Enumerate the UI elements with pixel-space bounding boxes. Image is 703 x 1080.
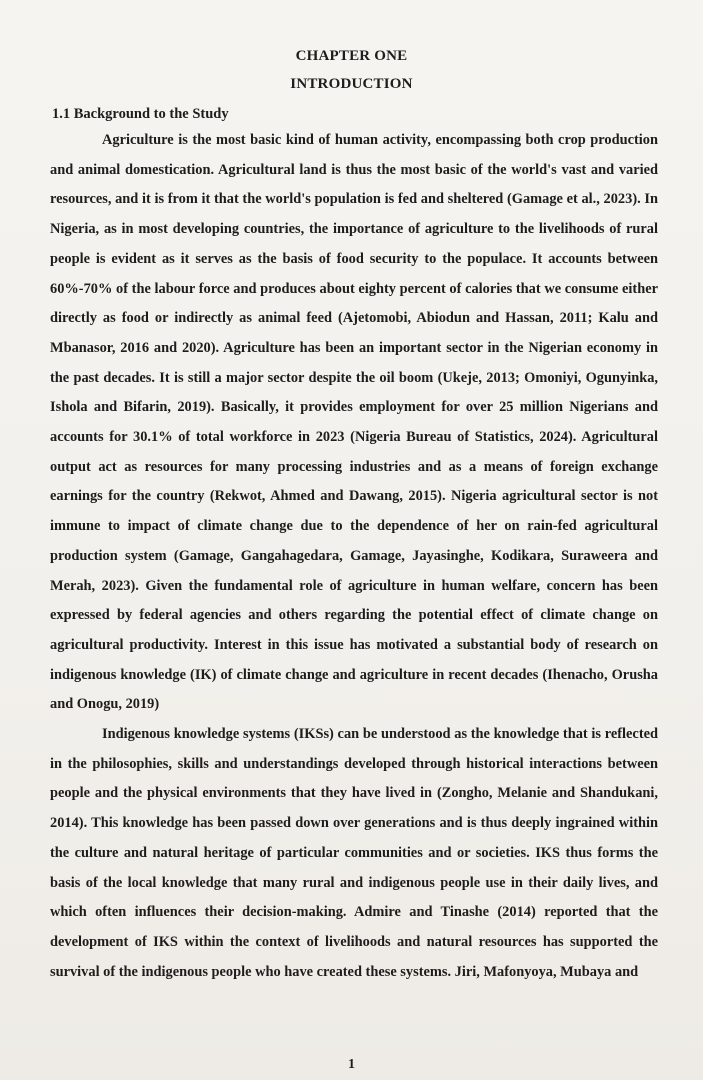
section-heading: 1.1 Background to the Study [52,106,229,122]
paragraph-indigenous-knowledge: Indigenous knowledge systems (IKSs) can be understood as the knowledge that is reflected in the philosophies, skills and understandings developed through historical interactions between people and the physical environments that they have lived in (Zongho, Melanie and Shandukani, 2014). This knowledge has been passed down over generations and is thus deeply ingrained within the culture and natural heritage of particular communities and or societies. IKS thus forms the basis of the local knowledge that many rural and indigenous people use in their daily lives, and which often influences their decision-making. Admire and Tinashe (2014) reported that the development of IKS within the context of livelihoods and natural resources has supported the survival of the indigenous people who have created these systems. Jiri, Mafonyoya, Mubaya and [50,726,658,980]
chapter-title: INTRODUCTION [290,76,413,92]
paragraph-background: Agriculture is the most basic kind of human activity, encompassing both crop production and animal domestication. Agricultural land is thus the most basic of the world's vast and varied resources, and it is from it that the world's population is fed and sheltered (Gamage et al., 2023). In Nigeria, as in most developing countries, the importance of agriculture to the livelihoods of rural people is evident as it serves as the basis of food security to the populace. It accounts between 60%-70% of the labour force and produces about eighty percent of calories that we consume either directly as food or indirectly as animal feed (Ajetomobi, Abiodun and Hassan, 2011; Kalu and Mbanasor, 2016 and 2020). Agriculture has been an important sector in the Nigerian economy in the past decades. It is still a major sector despite the oil boom (Ukeje, 2013; Omoniyi, Ogunyinka, Ishola and Bifarin, 2019). Basically, it provides employment for over 25 million Nigerians and accounts for 30.1% of total workforce in 2023 (Nigeria Bureau of Statistics, 2024). Agricultural output act as resources for many processing industries and as a means of foreign exchange earnings for the country (Rekwot, Ahmed and Dawang, 2015). Nigeria agricultural sector is not immune to impact of climate change due to the dependence of her on rain-fed agricultural production system (Gamage, Gangahagedara, Gamage, Jayasinghe, Kodikara, Suraweera and Merah, 2023). Given the fundamental role of agriculture in human welfare, concern has been expressed by federal agencies and others regarding the potential effect of climate change on agricultural productivity. Interest in this issue has motivated a substantial body of research on indigenous knowledge (IK) of climate change and agriculture in recent decades (Ihenacho, Orusha and Onogu, 2019) [50,132,658,713]
page-number: 1 [348,1057,355,1072]
body-text [50,126,658,987]
chapter-label: CHAPTER ONE [295,48,408,64]
